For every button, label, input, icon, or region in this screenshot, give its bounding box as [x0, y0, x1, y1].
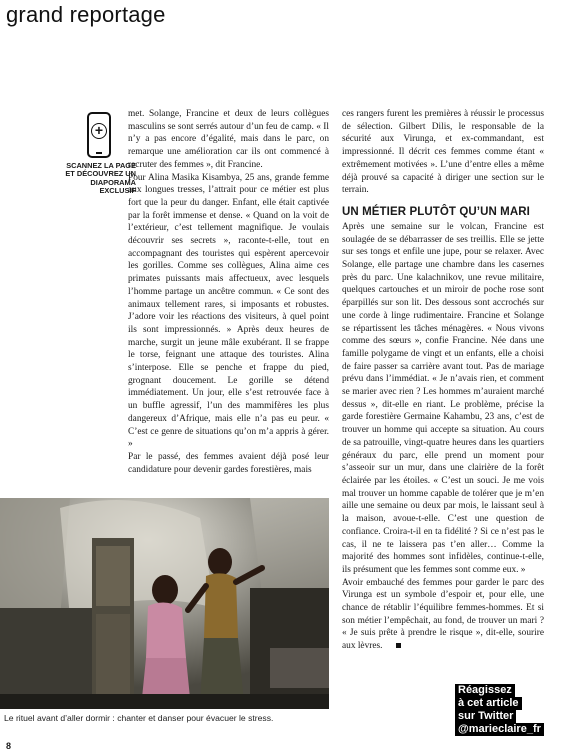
article-column-1 [128, 108, 329, 476]
scan-promo-text: SCANNEZ LA PAGE ET DÉCOUVREZ UN DIAPORAMA EXCLUSIF [65, 161, 136, 196]
twitter-line: Réagissez [455, 684, 515, 697]
twitter-callout[interactable] [455, 684, 558, 736]
photo-illustration [0, 498, 329, 709]
paragraph: met. Solange, Francine et deux de leurs collègues masculins se sont serrés autour d’un feu de camp. « Il n’y a pas encore d’égalité, mais dans le parc, on remarque une amélioration car ils ont commencé à recruter des femmes », dit Francine. [128, 109, 329, 170]
twitter-line: sur Twitter [455, 710, 516, 723]
twitter-line: à cet article [455, 697, 522, 710]
paragraph: Par le passé, des femmes avaient déjà posé leur candidature pour devenir gardes forestières, mais [128, 451, 329, 475]
section-title: grand reportage [6, 2, 166, 27]
paragraph-text: Avoir embauché des femmes pour garder le parc des Virunga est un symbole d’espoir et, pour elle, une chance de rétablir l’équilibre femmes-hommes. Et si son métier l’empêchait, au fond, de trouver un mari ? « Je suis prête à prendre le risque », dit-elle, sourire aux lèvres. [342, 577, 544, 652]
twitter-handle[interactable]: @marieclaire_fr [455, 723, 544, 736]
paragraph [342, 577, 544, 653]
article-subhead: UN MÉTIER PLUTÔT QU’UN MARI [342, 205, 530, 218]
end-mark-icon [396, 643, 401, 648]
page-number: 8 [6, 741, 12, 751]
paragraph: Après une semaine sur le volcan, Francine est soulagée de se débarrasser de ses treillis. Elle se jette sur ses tongs et enfile une jupe, pour se relaxer. Avec Solange, elle partage une chambre dans les casernes près du parc. Une kalachnikov, une revue militaire, quelques cartouches et un miroir de poche rose sont éparpillés sur son lit. Des dessous sont accrochés sur une corde à linge rudimentaire. Francine et Solange se répartissent les tâches ménagères. « Nous vivons comme des sœurs », confie Francine. Née dans une famille polygame de vingt et un enfants, elle a choisi de faire passer sa carrière avant tout. Pas de mariage prévu dans l’immédiat. « Je n’avais rien, et comment se marier avec rien ? Les hommes m’auraient marché dessus », dit-elle en riant. Le problème, précise la garde forestière Germaine Kahambu, 23 ans, c’est de trouver un homme qui accepte sa situation. Au cours de sa patrouille, vingt-quatre heures dans les quartiers généraux du parc, elle prend un moment pour s’asseoir sur un mur, dans une clairière de la forêt éclairée par les étoiles. « C’est un souci. Je me vois mal trouver un homme capable de tolérer que je m’en aille une semaine ou deux par mois, le laissant seul à la maison, avoue-t-elle. C’est une question de confiance. Croira-t-il en ta fidélité ? Si ce n’est pas le cas, il ne te laissera pas t’en aller… Comme la majorité des hommes sont infidèles, continue-t-elle, ils présument que les femmes sont comme eux. » [342, 221, 544, 575]
article-photo [0, 498, 329, 709]
paragraph: ces rangers furent les premières à réussir le processus de sélection. Gilbert Dilis, le responsable de la sécurité aux Virunga, et ex-commandant, est impressionné. Il décrit ces femmes comme étant « extrêmement motivées ». L’une d’entre elles a même déjà prouvé sa capacité à diriger une section sur le terrain. [342, 109, 544, 196]
article-column-2 [342, 108, 544, 653]
phone-plus-icon [87, 112, 111, 158]
photo-caption: Le rituel avant d’aller dormir : chanter et danser pour évacuer le stress. [4, 713, 274, 723]
plus-icon: + [91, 123, 107, 139]
paragraph: Pour Alina Masika Kisambya, 25 ans, grande femme aux longues tresses, l’attrait pour ce métier est plus fort que la peur du danger. Enfant, elle était captivée par la forêt immense et dense. « Quand on la voit de l’extérieur, c’est tellement magnifique. Je voulais découvrir ses secrets », raconte-t-elle, tout en accompagnant des touristes qui espèrent apercevoir les gorilles. Comme ses collègues, Alina aime ces primates puissants mais affectueux, avec lesquels l’homme partage un ancêtre commun. « Ce sont des animaux tellement rares, si imposants et robustes. J’adore voir les réactions des visiteurs, à quel point ils sont impressionnés. » Après deux heures de marche, surgit un jeune mâle exubérant. Il se frappe le torse, feignant une attaque des touristes. Alina s’interpose. Elle se penche et frappe du pied, grognant doucement. Le gorille se détend immédiatement. Un jour, elle s’est retrouvée face à un buffle agressif, l’un des mammifères les plus dangereux d’Afrique, mais elle n’a pas eu peur. « C’est ce genre de situations qu’on m’a appris à gérer. » [128, 172, 329, 450]
phone-home-button-icon [96, 152, 102, 154]
